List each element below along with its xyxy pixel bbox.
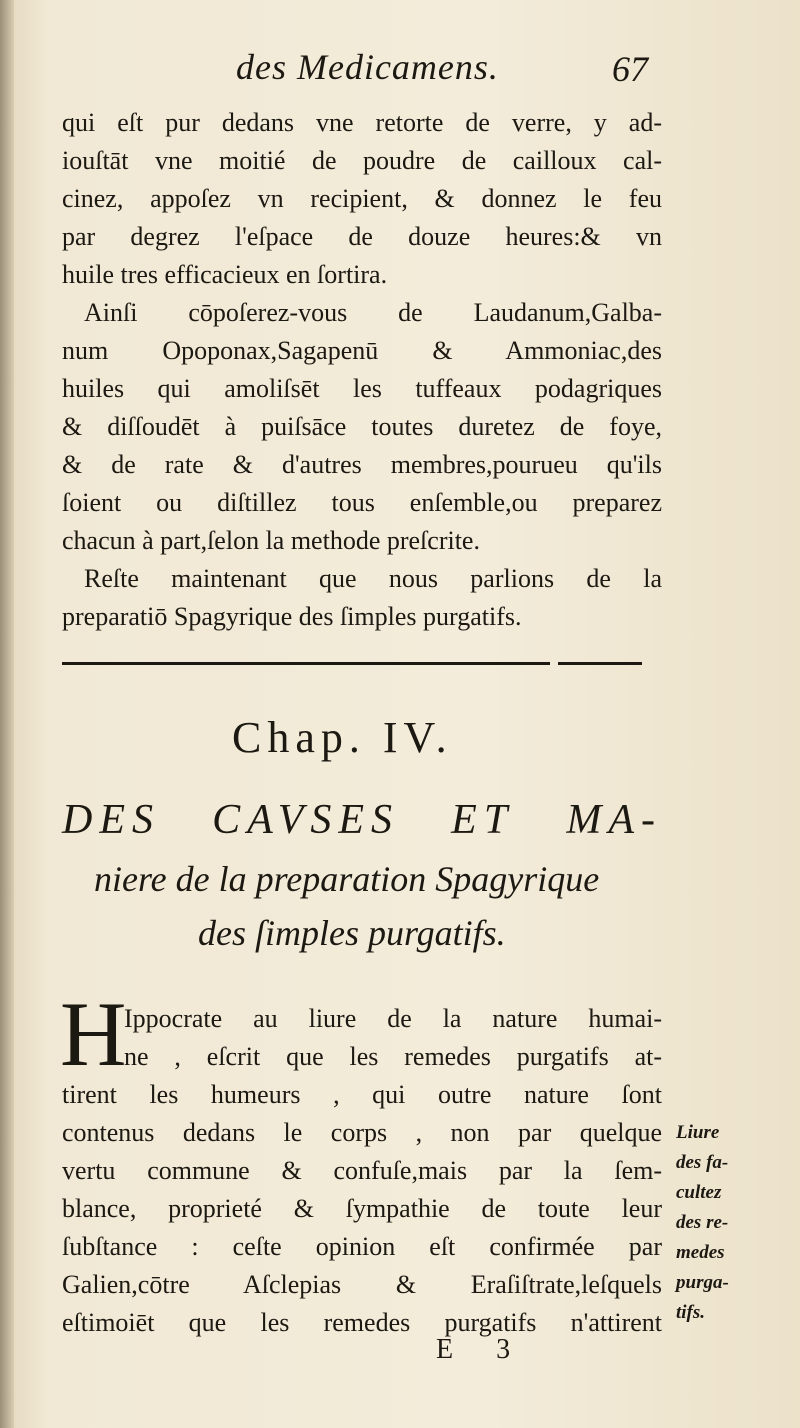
text-line: num Opoponax,Sagapenū & Ammoniac,des — [62, 336, 662, 365]
text-line: ne , eſcrit que les remedes purgatifs at- — [124, 1042, 662, 1071]
heading-word: CAVSES — [212, 797, 400, 843]
text-line: qui eſt pur dedans vne retorte de verre, y ad- — [62, 108, 662, 137]
margin-note-line: purga- — [676, 1272, 729, 1293]
page-number: 67 — [612, 49, 648, 89]
margin-note-line: des fa- — [676, 1152, 729, 1173]
text-line: contenus dedans le corps , non par quelque — [62, 1118, 662, 1147]
running-title: des Medicamens. — [236, 47, 499, 87]
margin-note-line: medes — [676, 1242, 725, 1263]
margin-note-line: des re- — [676, 1212, 729, 1233]
chapter-heading-line-3: des ſimples purgatifs. — [198, 913, 506, 953]
chapter-body — [62, 1000, 662, 1342]
section-rule-short — [558, 662, 642, 665]
paragraph-1 — [62, 104, 662, 294]
text-line: vertu commune & confuſe,mais par la ſem- — [62, 1156, 662, 1185]
chapter-heading-line-1 — [62, 796, 662, 844]
chapter-heading-line-2: niere de la preparation Spagyrique — [94, 859, 600, 899]
heading-word: ET — [451, 797, 515, 843]
paragraph-3 — [62, 560, 662, 636]
section-rule — [62, 662, 550, 665]
text-line: blance, proprieté & ſympathie de toute leur — [62, 1194, 662, 1223]
margin-note-line: Liure — [676, 1122, 720, 1143]
paragraph-2 — [62, 294, 662, 560]
chapter-label: Chap. IV. — [232, 713, 453, 762]
text-line: iouſtāt vne moitié de poudre de cailloux cal- — [62, 146, 662, 175]
text-line: Ippocrate au liure de la nature humai- — [124, 1004, 662, 1033]
text-line: ſubſtance : ceſte opinion eſt confirmée par — [62, 1232, 662, 1261]
text-line: cinez, appoſez vn recipient, & donnez le feu — [62, 184, 662, 213]
text-line: Reſte maintenant que nous parlions de la — [84, 564, 662, 593]
text-line: ſoient ou diſtillez tous enſemble,ou preparez — [62, 488, 662, 517]
signature-mark: E 3 — [436, 1334, 529, 1365]
text-line: & diſſoudēt à puiſsāce toutes duretez de foye, — [62, 412, 662, 441]
text-line: tirent les humeurs , qui outre nature ſont — [62, 1080, 662, 1109]
margin-note-line: cultez — [676, 1182, 722, 1203]
text-line: huile tres efficacieux en ſortira. — [62, 260, 388, 289]
text-line: chacun à part,ſelon la methode preſcrite. — [62, 526, 480, 555]
text-line: & de rate & d'autres membres,pourueu qu'ils — [62, 450, 662, 479]
text-line: Galien,cōtre Aſclepias & Eraſiſtrate,leſquels — [62, 1270, 662, 1299]
text-line: huiles qui amoliſsēt les tuffeaux podagriques — [62, 374, 662, 403]
text-line: eſtimoiēt que les remedes purgatifs n'attirent — [62, 1308, 662, 1337]
text-line: par degrez l'eſpace de douze heures:& vn — [62, 222, 662, 251]
text-line: preparatiō Spagyrique des ſimples purgatifs. — [62, 602, 522, 631]
margin-note — [676, 1118, 766, 1328]
drop-cap: H — [60, 983, 127, 1085]
page-header — [0, 46, 800, 96]
heading-word: DES — [62, 797, 160, 843]
heading-word: MA- — [566, 797, 662, 843]
margin-note-line: tifs. — [676, 1302, 706, 1323]
text-line: Ainſi cōpoſerez-vous de Laudanum,Galba- — [84, 298, 662, 327]
